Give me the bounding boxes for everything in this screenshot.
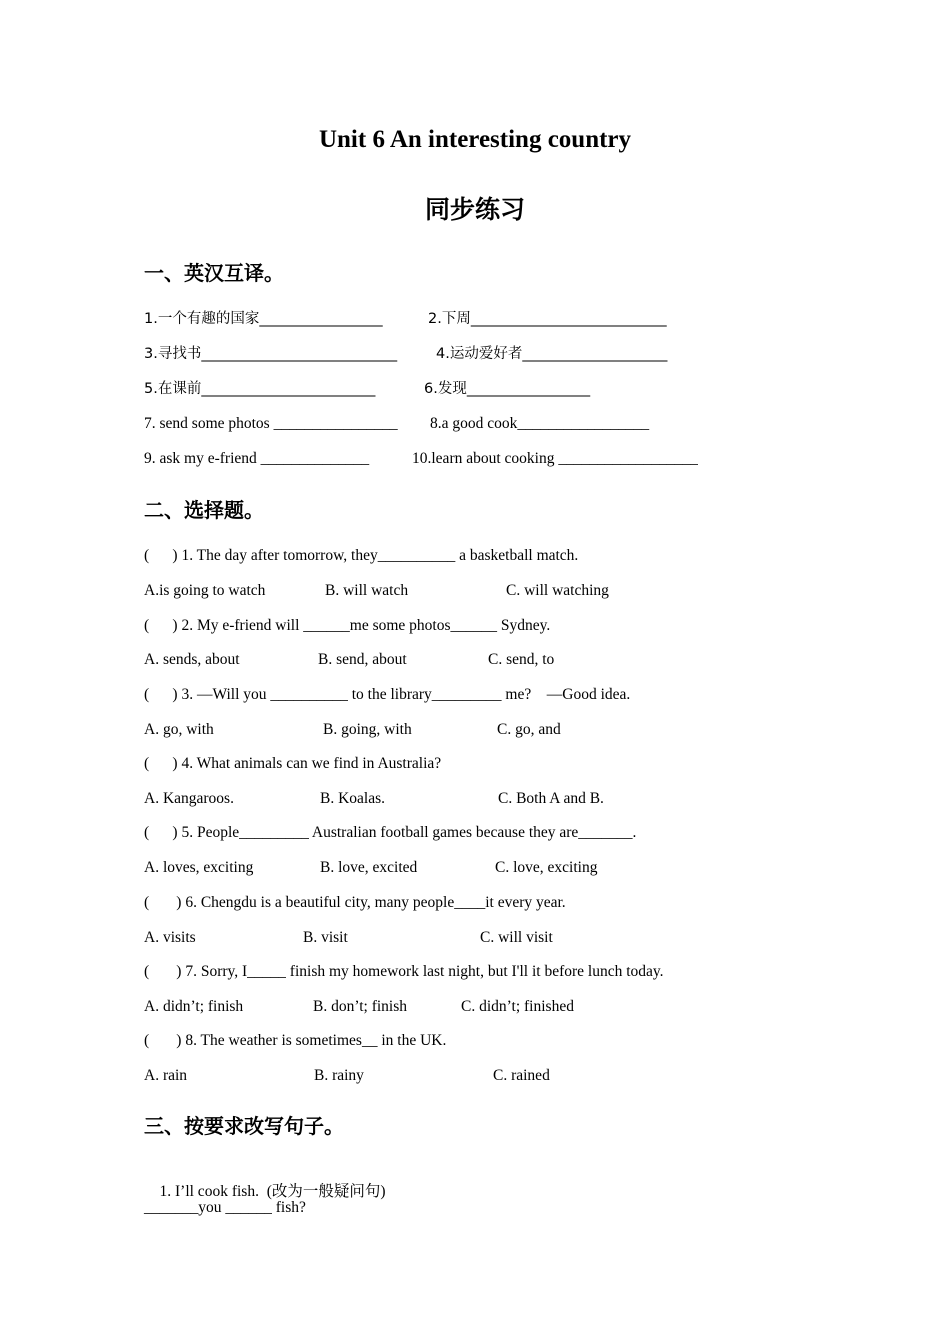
option-c: C. Both A and B.	[498, 790, 604, 807]
question-stem: ( ) 4. What animals can we find in Australia?	[144, 755, 442, 772]
option-a: A.is going to watch	[144, 582, 266, 599]
section-heading-translation: 一、英汉互译。	[144, 261, 284, 285]
option-b: B. visit	[303, 929, 348, 946]
option-c: C. love, exciting	[495, 859, 598, 876]
option-c: C. go, and	[497, 721, 561, 738]
option-c: C. send, to	[488, 651, 555, 668]
option-a: A. loves, exciting	[144, 859, 254, 876]
page-subtitle: 同步练习	[424, 195, 525, 224]
option-b: B. Koalas.	[320, 790, 386, 807]
translation-item: 2.下周___________________________	[428, 311, 667, 327]
option-a: A. visits	[144, 929, 196, 946]
translation-item: 9. ask my e-friend ______________	[144, 450, 370, 467]
translation-item: 3.寻找书___________________________	[144, 346, 398, 362]
section-heading-multiple-choice: 二、选择题。	[144, 498, 264, 522]
option-a: A. sends, about	[144, 651, 240, 668]
translation-item: 1.一个有趣的国家_________________	[144, 311, 383, 327]
rewrite-answer: _______you ______ fish?	[144, 1199, 306, 1216]
option-b: B. send, about	[318, 651, 407, 668]
translation-item: 6.发现_________________	[424, 381, 591, 397]
option-a: A. didn’t; finish	[144, 998, 244, 1015]
option-b: B. love, excited	[320, 859, 418, 876]
question-stem: ( ) 3. —Will you __________ to the library_________ me? —Good idea.	[144, 686, 631, 703]
option-b: B. going, with	[323, 721, 412, 738]
rewrite-prompt-text: 1. I’ll cook fish. (改为一般疑问句)	[159, 1183, 386, 1200]
page-title: Unit 6 An interesting country	[318, 126, 632, 153]
option-c: C. will watching	[506, 582, 609, 599]
question-stem: ( ) 6. Chengdu is a beautiful city, many people____it every year.	[144, 894, 566, 911]
translation-item: 4.运动爱好者____________________	[436, 346, 668, 362]
question-stem: ( ) 8. The weather is sometimes__ in the UK.	[144, 1032, 447, 1049]
option-a: A. Kangaroos.	[144, 790, 234, 807]
question-stem: ( ) 2. My e-friend will ______me some photos______ Sydney.	[144, 617, 551, 634]
question-stem: ( ) 1. The day after tomorrow, they__________ a basketball match.	[144, 547, 579, 564]
question-stem: ( ) 5. People_________ Australian football games because they are_______.	[144, 824, 637, 841]
option-b: B. rainy	[314, 1067, 364, 1084]
option-a: A. rain	[144, 1067, 188, 1084]
option-c: C. didn’t; finished	[461, 998, 574, 1015]
section-heading-rewrite: 三、按要求改写句子。	[144, 1114, 344, 1138]
option-b: B. will watch	[325, 582, 409, 599]
option-a: A. go, with	[144, 721, 214, 738]
translation-item: 5.在课前________________________	[144, 381, 376, 397]
translation-item: 7. send some photos ________________	[144, 415, 398, 432]
question-stem: ( ) 7. Sorry, I_____ finish my homework last night, but I'll it before lunch today.	[144, 963, 664, 980]
option-c: C. rained	[493, 1067, 550, 1084]
translation-item: 8.a good cook_________________	[430, 415, 650, 432]
option-c: C. will visit	[480, 929, 553, 946]
option-b: B. don’t; finish	[313, 998, 408, 1015]
translation-item: 10.learn about cooking __________________	[412, 450, 698, 467]
